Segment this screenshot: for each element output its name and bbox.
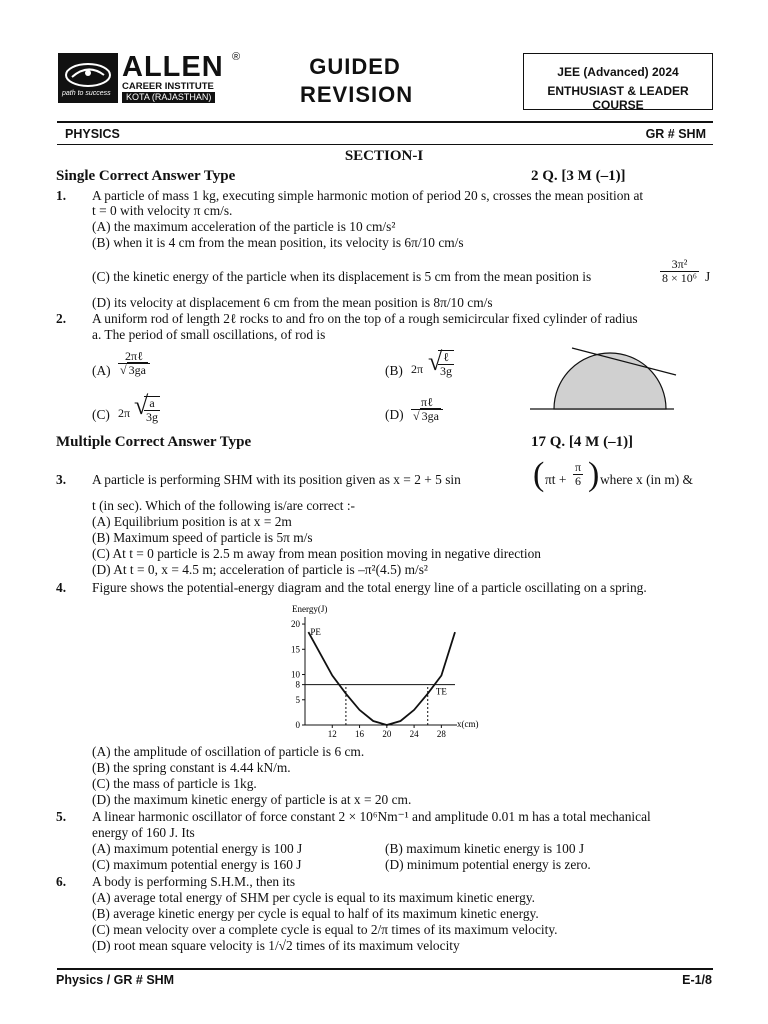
rod-on-cylinder-diagram bbox=[528, 342, 678, 414]
y-tick-label: 20 bbox=[291, 619, 300, 630]
q4-option-d: (D) the maximum kinetic energy of particle is at x = 20 cm. bbox=[92, 792, 412, 807]
q3-arg-denominator: 6 bbox=[575, 474, 582, 488]
q6-line-1: A body is performing S.H.M., then its bbox=[92, 874, 296, 889]
q2-b-denominator: 3g bbox=[440, 364, 452, 378]
q3-argument: πt + bbox=[545, 472, 567, 487]
logo bbox=[58, 51, 241, 103]
q1-option-a: (A) the maximum acceleration of the particle is 10 cm/s² bbox=[92, 219, 396, 234]
q1-option-c-unit: J bbox=[705, 269, 711, 284]
y-tick-label: 5 bbox=[295, 694, 300, 705]
q2-option-c-fraction bbox=[144, 396, 160, 424]
q1-option-c: (C) the kinetic energy of the particle when its displacement is 5 cm from the mean position is bbox=[92, 269, 592, 284]
y-tick-label: 8 bbox=[295, 679, 300, 690]
logo-sub1: CAREER INSTITUTE bbox=[122, 81, 214, 92]
q2-option-b-fraction bbox=[438, 350, 454, 378]
footer-left: Physics / GR # SHM bbox=[56, 973, 175, 987]
subject-label: PHYSICS bbox=[65, 127, 120, 141]
x-tick-label: 20 bbox=[382, 729, 392, 739]
logo-mark bbox=[58, 53, 118, 103]
q4-option-c: (C) the mass of particle is 1kg. bbox=[92, 776, 257, 791]
single-type-heading: Single Correct Answer Type bbox=[56, 168, 236, 184]
q3-option-d: (D) At t = 0, x = 4.5 m; acceleration of particle is –π²(4.5) m/s² bbox=[92, 562, 428, 577]
x-tick-label: 28 bbox=[436, 729, 446, 739]
q5-option-c: (C) maximum potential energy is 160 J bbox=[92, 857, 302, 872]
q5-option-a: (A) maximum potential energy is 100 J bbox=[92, 841, 303, 856]
q2-c-numerator: a bbox=[144, 397, 160, 411]
q5-line-2: energy of 160 J. Its bbox=[92, 825, 195, 840]
q2-number: 2. bbox=[56, 311, 67, 326]
q2-c-sqrt-sign: √ bbox=[134, 391, 149, 420]
q2-b-sqrt-sign: √ bbox=[428, 347, 443, 376]
q5-number: 5. bbox=[56, 809, 67, 824]
q6-number: 6. bbox=[56, 874, 67, 889]
q4-line-1: Figure shows the potential-energy diagram and the total energy line of a particle oscillating on a spring. bbox=[92, 580, 647, 595]
section-title: SECTION-I bbox=[344, 148, 424, 164]
x-tick-label: 24 bbox=[409, 729, 419, 739]
q2-option-d-label: (D) bbox=[385, 407, 404, 422]
header-rule-bottom bbox=[57, 144, 713, 145]
q1-number: 1. bbox=[56, 188, 67, 203]
q4-option-b: (B) the spring constant is 4.44 kN/m. bbox=[92, 760, 291, 775]
registered-mark: ® bbox=[232, 51, 241, 63]
x-tick-label: 12 bbox=[327, 729, 337, 739]
q6-option-d: (D) root mean square velocity is 1/√2 times of its maximum velocity bbox=[92, 938, 460, 953]
q1-option-b: (B) when it is 4 cm from the mean position, its velocity is 6π/10 cm/s bbox=[92, 235, 464, 250]
y-tick-label: 10 bbox=[291, 669, 300, 680]
y-tick-label: 15 bbox=[291, 644, 300, 655]
q3-line-1: A particle is performing SHM with its position given as x = 2 + 5 sin bbox=[92, 472, 461, 487]
q2-b-numerator: ℓ bbox=[438, 351, 454, 365]
q3-option-c: (C) At t = 0 particle is 2.5 m away from mean position moving in negative direction bbox=[92, 546, 541, 561]
q3-option-b: (B) Maximum speed of particle is 5π m/s bbox=[92, 530, 313, 545]
multiple-type-heading: Multiple Correct Answer Type bbox=[56, 434, 252, 450]
course-box bbox=[523, 53, 713, 110]
course-line-1: JEE (Advanced) 2024 bbox=[557, 65, 679, 79]
q3-paren-open: ( bbox=[533, 456, 545, 493]
q2-option-d-fraction bbox=[411, 396, 443, 423]
q2-option-b-prefix: 2π bbox=[411, 362, 424, 376]
y-axis-label: Energy(J) bbox=[292, 604, 328, 614]
q1-line-2: t = 0 with velocity π cm/s. bbox=[92, 203, 233, 218]
chapter-code: GR # SHM bbox=[645, 127, 706, 141]
q2-option-b-label: (B) bbox=[385, 363, 403, 378]
logo-tagline: path to success bbox=[62, 90, 111, 97]
q6-option-a: (A) average total energy of SHM per cycle is equal to its maximum kinetic energy. bbox=[92, 890, 535, 905]
doc-title-1: GUIDED bbox=[309, 54, 401, 79]
q2-option-c-label: (C) bbox=[92, 407, 110, 422]
x-axis-label: x(cm) bbox=[457, 719, 479, 729]
q2-d-numerator: πℓ bbox=[411, 396, 443, 410]
series-pe-line bbox=[308, 632, 455, 725]
q5-line-1: A linear harmonic oscillator of force constant 2 × 10⁶Nm⁻¹ and amplitude 0.01 m has a total mechanical bbox=[92, 809, 651, 824]
series-te-label: TE bbox=[435, 686, 447, 697]
footer-rule bbox=[57, 968, 713, 970]
single-type-marks: 2 Q. [3 M (–1)] bbox=[531, 168, 626, 184]
q4-number: 4. bbox=[56, 580, 67, 595]
y-tick-label: 0 bbox=[295, 720, 300, 730]
q2-option-c-prefix: 2π bbox=[118, 406, 131, 420]
q6-option-c: (C) mean velocity over a complete cycle is equal to 2/π times of its maximum velocity. bbox=[92, 922, 558, 937]
q5-option-d: (D) minimum potential energy is zero. bbox=[385, 857, 591, 872]
q1-line-1: A particle of mass 1 kg, executing simple harmonic motion of period 20 s, crosses the mean position at bbox=[92, 188, 644, 203]
multiple-type-marks: 17 Q. [4 M (–1)] bbox=[531, 434, 634, 450]
series-pe-label: PE bbox=[310, 627, 321, 638]
q2-line-2: a. The period of small oscillations, of rod is bbox=[92, 327, 326, 342]
q4-option-a: (A) the amplitude of oscillation of particle is 6 cm. bbox=[92, 744, 365, 759]
q1-option-c-fraction bbox=[660, 258, 699, 285]
q3-paren-close: ) bbox=[588, 456, 600, 493]
q1-c-numerator: 3π² bbox=[660, 258, 699, 272]
q3-arg-numerator: π bbox=[575, 460, 582, 474]
q1-option-d: (D) its velocity at displacement 6 cm from the mean position is 8π/10 cm/s bbox=[92, 295, 493, 310]
x-tick-label: 16 bbox=[355, 729, 365, 739]
q2-c-denominator: 3g bbox=[146, 410, 158, 424]
q2-line-1: A uniform rod of length 2ℓ rocks to and fro on the top of a rough semicircular fixed cylinder of radius bbox=[92, 311, 638, 326]
q3-argument-fraction bbox=[573, 461, 583, 488]
footer-page: E-1/8 bbox=[682, 973, 712, 987]
doc-title-2: REVISION bbox=[300, 82, 414, 107]
q1-c-denominator: 8 × 10⁶ bbox=[662, 271, 697, 285]
course-line-2: ENTHUSIAST & LEADER COURSE bbox=[547, 84, 689, 112]
q3-number: 3. bbox=[56, 472, 67, 487]
q3-option-a: (A) Equilibrium position is at x = 2m bbox=[92, 514, 292, 529]
logo-sub2: KOTA (RAJASTHAN) bbox=[122, 92, 215, 103]
energy-chart bbox=[280, 600, 480, 743]
q2-option-a-label: (A) bbox=[92, 363, 111, 378]
q2-a-numerator: 2πℓ bbox=[118, 350, 150, 364]
q2-a-denominator: √ 3ga bbox=[120, 363, 146, 377]
q3-line-2: t (in sec). Which of the following is/are correct :- bbox=[92, 498, 356, 513]
logo-name: ALLEN bbox=[122, 51, 224, 83]
q3-line-1-end: where x (in m) & bbox=[600, 472, 693, 487]
q5-option-b: (B) maximum kinetic energy is 100 J bbox=[385, 841, 585, 856]
q6-option-b: (B) average kinetic energy per cycle is equal to half of its maximum kinetic energy. bbox=[92, 906, 539, 921]
q2-option-a-fraction bbox=[118, 350, 150, 377]
q2-d-denominator: √ 3ga bbox=[413, 409, 439, 423]
header-rule-top bbox=[57, 121, 713, 123]
